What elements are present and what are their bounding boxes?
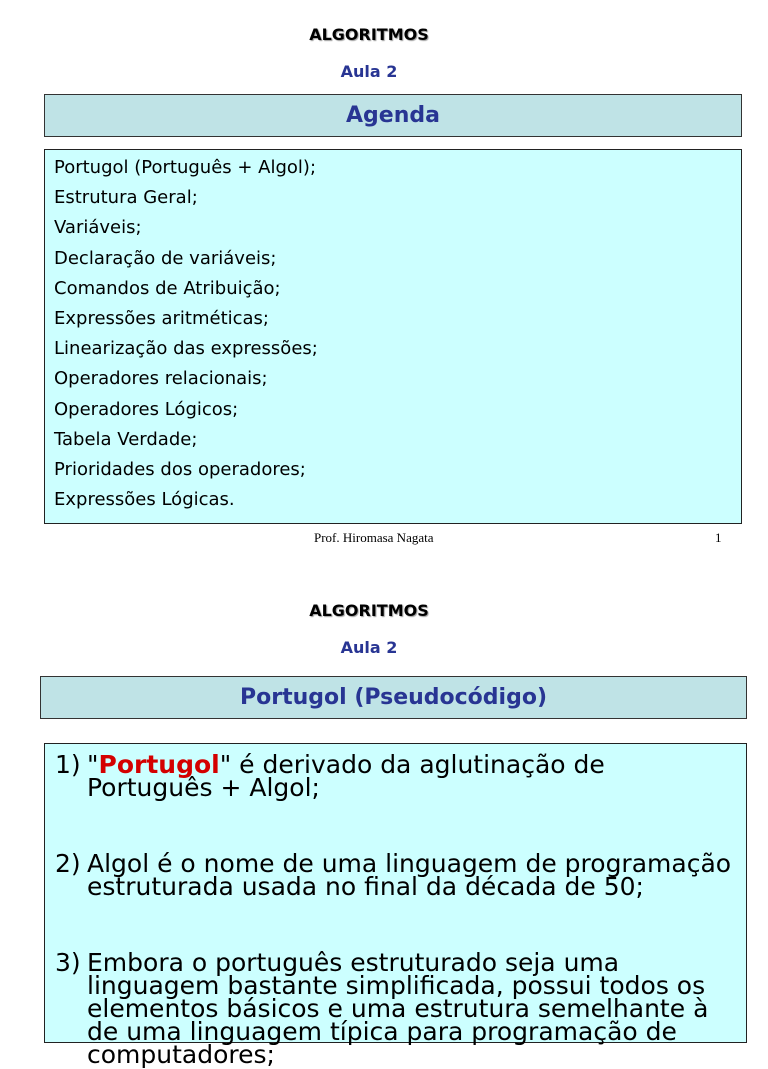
agenda-item: Operadores relacionais; — [54, 368, 268, 390]
agenda-item: Declaração de variáveis; — [54, 247, 277, 269]
portugol-panel — [44, 743, 747, 1069]
agenda-panel — [44, 149, 742, 524]
agenda-item: Comandos de Atribuição; — [54, 277, 281, 299]
agenda-item: Prioridades dos operadores; — [54, 458, 306, 480]
point-text-post: " é derivado da aglutinação de Português + Algol; — [87, 750, 605, 802]
course-title: ALGORITMOS — [309, 25, 429, 44]
agenda-item: Operadores Lógicos; — [54, 398, 239, 420]
agenda-item: Variáveis; — [54, 217, 142, 239]
page-number: 1 — [715, 530, 722, 545]
agenda-item: Tabela Verdade; — [54, 428, 198, 450]
lesson-label: Aula 2 — [340, 62, 398, 81]
slide-2 — [0, 560, 768, 1069]
agenda-item: Estrutura Geral; — [54, 187, 198, 209]
portugol-highlight: Portugol — [98, 750, 220, 779]
agenda-item: Expressões aritméticas; — [54, 307, 269, 329]
list-item — [55, 849, 736, 901]
agenda-item: Linearização das expressões; — [54, 338, 318, 360]
agenda-item: Expressões Lógicas. — [54, 489, 235, 511]
point-text: Embora o português estruturado seja uma linguagem bastante simplificada, possui todos os elementos básicos e uma estrutura semelhante à de uma linguagem típica para programação de computadores; — [87, 948, 709, 1069]
point-number: 1) — [55, 750, 81, 779]
point-number: 2) — [55, 849, 81, 878]
agenda-title-banner — [44, 94, 742, 137]
agenda-title: Agenda — [346, 103, 440, 128]
course-title: ALGORITMOS — [309, 601, 429, 620]
list-item — [55, 948, 736, 1069]
list-item — [55, 750, 736, 802]
portugol-title-banner — [40, 676, 747, 719]
agenda-list — [54, 153, 741, 515]
point-text-pre: " — [87, 750, 99, 779]
lesson-label: Aula 2 — [340, 638, 398, 657]
footer-author: Prof. Hiromasa Nagata — [314, 530, 434, 545]
point-text: Algol é o nome de uma linguagem de programação estruturada usada no final da década de 50; — [87, 849, 732, 901]
point-number: 3) — [55, 948, 81, 977]
portugol-title: Portugol (Pseudocódigo) — [239, 685, 548, 710]
agenda-item: Portugol (Português + Algol); — [54, 157, 317, 178]
points-list — [55, 750, 736, 1069]
